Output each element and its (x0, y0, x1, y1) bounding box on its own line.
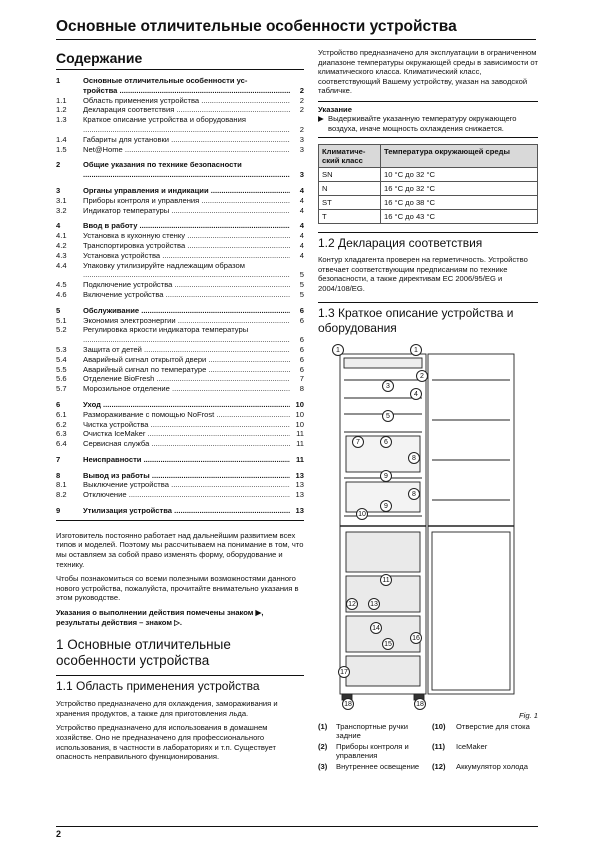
toc-entry-title: Основные отличительные особенности ус- (83, 76, 248, 85)
toc-entry[interactable] (56, 480, 304, 490)
toc-entry-number: 1.2 (56, 105, 67, 115)
toc-entry-page: 6 (299, 335, 304, 345)
toc-entry[interactable] (56, 345, 304, 355)
figure-callout: 16 (410, 632, 422, 644)
toc-entry-page: 4 (299, 185, 304, 195)
legend-item (318, 742, 424, 760)
toc-entry[interactable] (56, 420, 304, 430)
toc-entry-number: 8.2 (56, 490, 67, 500)
table-of-contents (56, 76, 304, 516)
toc-entry[interactable] (56, 86, 304, 96)
toc-entry-page: 6 (299, 344, 304, 354)
toc-entry-title: Декларация соответствия ..... (83, 105, 290, 115)
toc-entry-page: 11 (295, 454, 304, 464)
toc-entry-title: Краткое описание устройства и оборудования (83, 115, 246, 125)
toc-entry-page: 6 (299, 354, 304, 364)
toc-entry-title: Net@Home ..... (83, 145, 290, 155)
figure-callout: 17 (338, 666, 350, 678)
legend-text: Транспортные ручки задние (336, 721, 408, 740)
toc-entry-page: 5 (299, 270, 304, 280)
toc-entry-number: 9 (56, 506, 61, 516)
toc-entry-title: Отключение ..... (83, 490, 290, 500)
intro-paragraph: Чтобы познакомиться со всеми полезными возможностями данного нового устройства, пожалуйста, прочитайте внимательно указания в этом руководстве. (56, 574, 299, 603)
toc-entry-title: Сервисная служба ..... (83, 439, 290, 449)
toc-entry-title: Обслуживание ..... (83, 306, 290, 316)
toc-entry[interactable] (56, 105, 304, 115)
figure-callout: 9 (380, 470, 392, 482)
table-header-cell: Температура окружающей среды (381, 145, 538, 168)
toc-entry-title: Чистка устройства ..... (83, 420, 290, 430)
legend-item (318, 722, 424, 740)
toc-entry-page: 8 (299, 384, 304, 394)
toc-entry[interactable] (56, 335, 304, 345)
legend-item (432, 722, 538, 740)
paragraph: Устройство предназначено для эксплуатации в ограниченном диапазоне температуры окружающей среды в зависимости от климатического класса. Климатический класс, соответствующий Вашему устройству, указан на заводской табличке. (318, 48, 538, 96)
table-cell: N (319, 182, 381, 196)
figure-callout: 1 (410, 344, 422, 356)
toc-entry-title: Экономия электроэнергии ..... (83, 316, 290, 326)
note-title: Указание (318, 104, 352, 114)
toc-entry[interactable] (56, 280, 304, 290)
toc-entry-number: 5.7 (56, 384, 67, 394)
toc-entry-number: 3.1 (56, 195, 67, 205)
climate-class-table (318, 144, 538, 224)
toc-entry[interactable] (56, 506, 304, 516)
toc-entry-number: 4.2 (56, 240, 67, 250)
toc-entry-page: 3 (299, 144, 304, 154)
toc-entry-number: 1.5 (56, 144, 67, 154)
subsection-title: 1.1 Область применения устройства (56, 675, 304, 694)
toc-entry-title: Установка в кухонную стенку ..... (83, 231, 290, 241)
toc-entry-number: 5.6 (56, 374, 67, 384)
toc-entry[interactable] (56, 186, 304, 196)
toc-entry[interactable] (56, 115, 304, 125)
toc-entry[interactable] (56, 196, 304, 206)
toc-entry-number: 1.1 (56, 95, 67, 105)
toc-entry-page: 6 (299, 305, 304, 315)
toc-entry-page: 4 (299, 205, 304, 215)
toc-entry-title: Индикатор температуры ..... (83, 206, 290, 216)
legend-text: Аккумулятор холода (456, 762, 528, 772)
toc-entry-page: 13 (295, 480, 304, 490)
note-text (318, 114, 538, 133)
toc-entry-title: Утилизация устройства ..... (83, 506, 290, 516)
toc-entry-number: 5 (56, 305, 61, 315)
page-header-title: Основные отличительные особенности устройства (56, 18, 457, 35)
figure-callout: 8 (408, 452, 420, 464)
toc-entry-page: 2 (299, 105, 304, 115)
toc-entry[interactable] (56, 251, 304, 261)
left-column (56, 48, 304, 767)
figure-callout: 18 (414, 698, 426, 710)
toc-entry[interactable] (56, 270, 304, 280)
figure-label: Fig. 1 (519, 710, 538, 720)
toc-entry-number: 5.1 (56, 315, 67, 325)
toc-entry[interactable] (56, 455, 304, 465)
toc-entry[interactable] (56, 490, 304, 500)
toc-entry[interactable] (56, 325, 304, 335)
toc-entry-title: Аварийный сигнал по температуре ..... (83, 365, 290, 375)
toc-entry-page: 4 (299, 231, 304, 241)
paragraph: Устройство предназначено для охлаждения, замораживания и хранения продуктов, а также для приготовления льда. (56, 699, 278, 718)
legend-number: (3) (318, 762, 328, 772)
table-cell: T (319, 210, 381, 224)
toc-entry-page: 10 (295, 419, 304, 429)
toc-title: Содержание (56, 50, 304, 70)
toc-entry-page: 5 (299, 289, 304, 299)
toc-entry-page: 4 (299, 240, 304, 250)
table-cell: 10 °C до 32 °C (381, 168, 538, 182)
toc-entry[interactable] (56, 145, 304, 155)
divider (56, 520, 304, 521)
toc-entry-title: Транспортировка устройства ..... (83, 241, 290, 251)
table-cell: ST (319, 196, 381, 210)
toc-entry-title: Выключение устройства ..... (83, 480, 290, 490)
legend-number: (2) (318, 741, 328, 751)
toc-entry-title: Упаковку утилизируйте надлежащим образом (83, 260, 245, 270)
toc-entry-title: Приборы контроля и управления ..... (83, 196, 290, 206)
toc-entry-title: Подключение устройства ..... (83, 280, 290, 290)
figure-callout: 3 (382, 380, 394, 392)
toc-entry-page: 4 (299, 250, 304, 260)
figure-callout: 6 (380, 436, 392, 448)
figure-legend (318, 722, 538, 772)
section-title: 1 Основные отличительные особенности устройства (56, 637, 231, 669)
toc-entry-number: 1 (56, 76, 61, 85)
note-text-body: Выдерживайте указанную температуру окружающего воздуха, иначе мощность охлаждения снижается. (328, 113, 517, 133)
toc-entry[interactable] (56, 221, 304, 231)
toc-entry-page: 3 (299, 170, 304, 180)
toc-entry[interactable] (56, 231, 304, 241)
toc-entry-page: 6 (299, 364, 304, 374)
toc-entry-number: 8 (56, 470, 61, 480)
toc-entry[interactable] (56, 306, 304, 316)
legend-number: (11) (432, 741, 446, 751)
toc-entry-page: 13 (295, 470, 304, 480)
toc-entry-number: 6 (56, 399, 61, 409)
toc-entry-title: Неисправности ..... (83, 455, 290, 465)
toc-entry-number: 6.4 (56, 439, 67, 449)
toc-entry[interactable] (56, 125, 304, 135)
table-row (319, 168, 538, 182)
toc-entry-title: Область применения устройства ..... (83, 96, 290, 106)
toc-entry-page: 5 (299, 280, 304, 290)
toc-entry-title (83, 170, 290, 180)
toc-entry-number: 3.2 (56, 205, 67, 215)
toc-entry[interactable] (56, 96, 304, 106)
figure-callout: 18 (342, 698, 354, 710)
toc-entry-number: 5.2 (56, 325, 67, 335)
toc-entry[interactable] (56, 400, 304, 410)
intro-paragraph: Изготовитель постоянно работает над дальнейшим развитием всех типов и моделей. Поэтому мы рассчитываем на понимание в том, что мы оставляем за собой право изменять форму, оборудование и технику. (56, 530, 304, 569)
table-cell: 16 °C до 43 °C (381, 210, 538, 224)
toc-entry[interactable] (56, 471, 304, 481)
toc-entry-number: 1.3 (56, 115, 67, 125)
paragraph: Устройство предназначено для использования в домашнем хозяйстве. Оно не предназначено для профессионального использования, в частности в лабораториях и т.п. Существует опасность неправильного функционирования. (56, 723, 276, 762)
page-footer (56, 826, 538, 839)
toc-entry-number: 5.3 (56, 344, 67, 354)
figure-callout: 12 (346, 598, 358, 610)
fridge-diagram (318, 340, 538, 708)
toc-entry[interactable] (56, 76, 304, 86)
toc-entry-title (83, 335, 290, 345)
intro (56, 531, 304, 627)
toc-entry-number: 7 (56, 454, 61, 464)
toc-entry[interactable] (56, 365, 304, 375)
toc-entry-title: Вывод из работы ..... (83, 471, 290, 481)
toc-entry-number: 6.3 (56, 429, 67, 439)
toc-entry-number: 1.4 (56, 134, 67, 144)
toc-entry[interactable] (56, 374, 304, 384)
toc-entry-title: Размораживание с помощью NoFrost ..... (83, 410, 290, 420)
toc-entry-title: Защита от детей ..... (83, 345, 290, 355)
toc-entry-number: 2 (56, 160, 61, 170)
toc-entry-number: 6.2 (56, 419, 67, 429)
toc-entry-number: 3 (56, 185, 61, 195)
toc-entry-title: Отделение BioFresh ..... (83, 374, 290, 384)
fridge-door (428, 354, 514, 694)
table-header-cell: Климатиче- ский класс (319, 145, 381, 168)
toc-entry-page: 2 (299, 95, 304, 105)
toc-entry[interactable] (56, 355, 304, 365)
toc-entry-number: 4.4 (56, 260, 67, 270)
toc-entry-number: 4.1 (56, 231, 67, 241)
legend-number: (12) (432, 762, 446, 772)
toc-entry-page: 4 (299, 221, 304, 231)
toc-entry-page: 3 (299, 134, 304, 144)
figure-callout: 8 (408, 488, 420, 500)
toc-entry-page: 13 (295, 490, 304, 500)
toc-entry[interactable] (56, 429, 304, 439)
toc-entry[interactable] (56, 170, 304, 180)
toc-entry-title: Включение устройства ..... (83, 290, 290, 300)
figure-callout: 4 (410, 388, 422, 400)
fridge-figure (318, 340, 538, 720)
figure-callout: 7 (352, 436, 364, 448)
figure-callout: 13 (368, 598, 380, 610)
figure-callout: 5 (382, 410, 394, 422)
figure-callout: 15 (382, 638, 394, 650)
toc-entry-number: 4.6 (56, 289, 67, 299)
table-cell: 16 °C до 32 °C (381, 182, 538, 196)
toc-entry[interactable] (56, 290, 304, 300)
table-cell: SN (319, 168, 381, 182)
toc-entry-number: 4.3 (56, 250, 67, 260)
toc-entry-title: Установка устройства ..... (83, 251, 290, 261)
toc-entry-number: 4 (56, 221, 61, 231)
right-column (318, 48, 538, 772)
page-header (56, 18, 536, 40)
table-row (319, 210, 538, 224)
paragraph: Контур хладагента проверен на герметичность. Устройство отвечает соответствующим предписаниям по технике безопасности, а также директивам ЕС 2006/95/EG и 2004/108/EG. (318, 255, 528, 293)
legend-text: Приборы контроля и управления (336, 741, 409, 761)
toc-entry[interactable] (56, 384, 304, 394)
figure-callout: 10 (356, 508, 368, 520)
legend-item (318, 762, 424, 771)
legend-text: IceMaker (456, 741, 488, 751)
figure-callout: 11 (380, 574, 392, 586)
toc-entry-page: 2 (299, 124, 304, 134)
action-arrow-icon: ▶ (318, 113, 324, 123)
table-cell: 16 °C до 38 °C (381, 196, 538, 210)
toc-entry-title: тройства ..... (83, 86, 290, 96)
subsection-title: 1.2 Декларация соответствия (318, 232, 538, 251)
intro-action-note: Указания о выполнении действия помечены знаком ▶, результаты действия – знаком ▷. (56, 608, 264, 627)
toc-entry-title: Регулировка яркости индикатора температуры (83, 325, 249, 335)
legend-text: Отверстие для стока (456, 721, 530, 731)
toc-entry-page: 10 (295, 409, 304, 419)
figure-callout: 9 (380, 500, 392, 512)
toc-entry-number: 8.1 (56, 480, 67, 490)
toc-entry-page: 2 (299, 85, 304, 95)
legend-text: Внутреннее освещение (336, 762, 420, 772)
toc-entry-title: Очистка IceMaker ..... (83, 429, 290, 439)
toc-entry[interactable] (56, 206, 304, 216)
toc-entry-number: 5.4 (56, 354, 67, 364)
toc-entry-page: 11 (296, 429, 304, 439)
legend-item (432, 762, 538, 771)
legend-item (432, 742, 538, 760)
toc-entry-title: Уход ..... (83, 400, 290, 410)
table-row (319, 182, 538, 196)
toc-entry[interactable] (56, 160, 304, 170)
toc-entry[interactable] (56, 241, 304, 251)
note-box (318, 101, 538, 138)
table-row (319, 196, 538, 210)
toc-entry-page: 6 (299, 315, 304, 325)
figure-callout: 14 (370, 622, 382, 634)
toc-entry-page: 10 (295, 399, 304, 409)
page-number: 2 (56, 829, 62, 839)
toc-entry-title: Ввод в работу ..... (83, 221, 290, 231)
subsection-title: 1.3 Краткое описание устройства и оборудования (318, 302, 538, 336)
toc-entry-title: Аварийный сигнал открытой двери ..... (83, 355, 290, 365)
toc-entry-title: Морозильное отделение ..... (83, 384, 290, 394)
toc-entry[interactable] (56, 439, 304, 449)
toc-entry-title: Габариты для установки ..... (83, 135, 290, 145)
toc-entry-page: 11 (296, 439, 304, 449)
toc-entry-title (83, 125, 290, 135)
toc-entry-number: 4.5 (56, 280, 67, 290)
figure-callout: 2 (416, 370, 428, 382)
toc-entry-page: 7 (299, 374, 304, 384)
toc-entry-title (83, 270, 290, 280)
toc-entry[interactable] (56, 410, 304, 420)
legend-number: (1) (318, 721, 328, 731)
toc-entry[interactable] (56, 261, 304, 271)
figure-callout: 1 (332, 344, 344, 356)
toc-entry-number: 6.1 (56, 409, 67, 419)
toc-entry-number: 5.5 (56, 364, 67, 374)
toc-entry[interactable] (56, 135, 304, 145)
toc-entry[interactable] (56, 316, 304, 326)
toc-entry-page: 4 (299, 195, 304, 205)
legend-number: (10) (432, 721, 446, 731)
toc-entry-title: Общие указания по технике безопасности (83, 160, 242, 170)
toc-entry-title: Органы управления и индикации ..... (83, 186, 290, 196)
toc-entry-page: 13 (295, 506, 304, 516)
